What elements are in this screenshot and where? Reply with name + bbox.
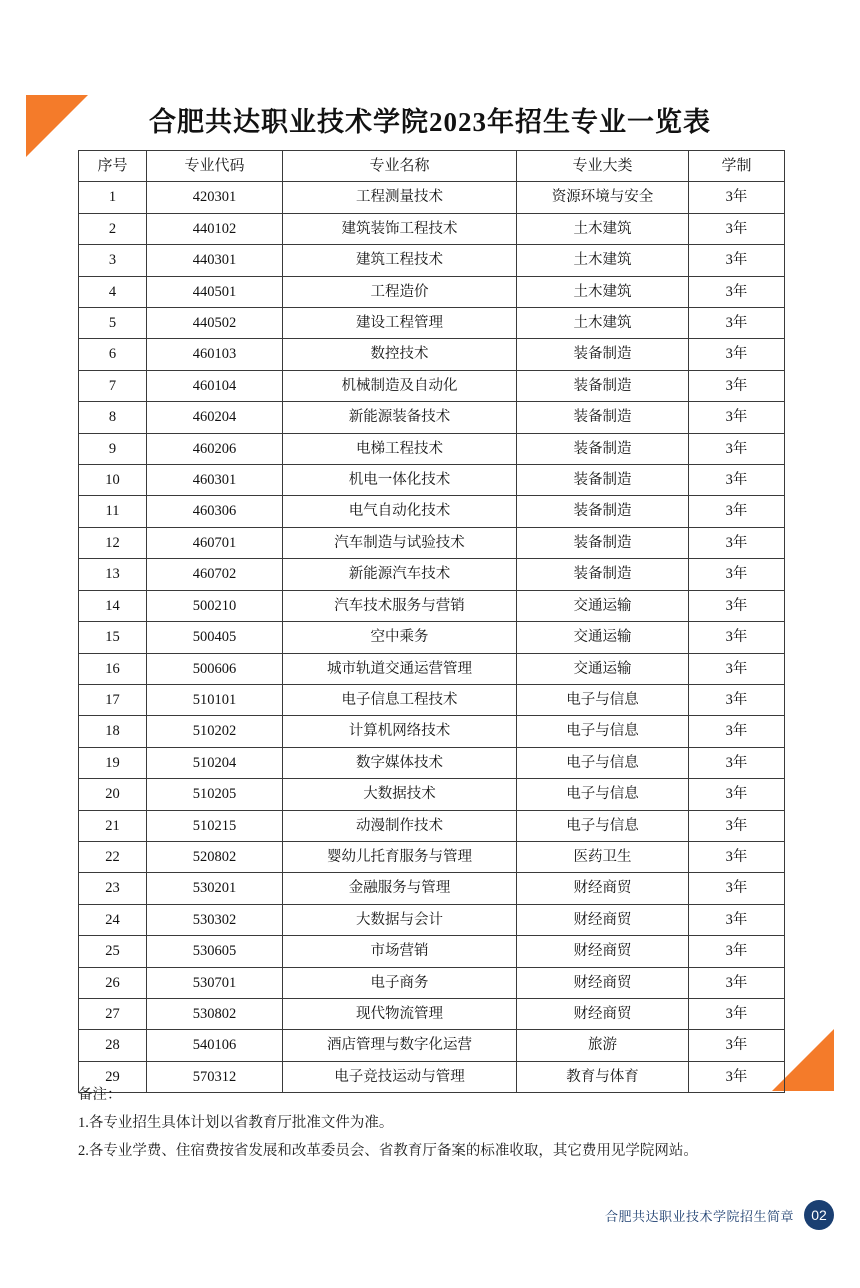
table-row [79, 936, 785, 967]
row-code: 460104 [147, 370, 283, 401]
table-row [79, 245, 785, 276]
row-category: 装备制造 [517, 370, 689, 401]
row-duration: 3年 [689, 559, 785, 590]
row-duration: 3年 [689, 1030, 785, 1061]
row-duration: 3年 [689, 622, 785, 653]
row-no: 13 [79, 559, 147, 590]
row-category: 电子与信息 [517, 684, 689, 715]
table-row [79, 433, 785, 464]
table-row [79, 779, 785, 810]
row-name: 空中乘务 [283, 622, 517, 653]
row-category: 装备制造 [517, 433, 689, 464]
row-code: 520802 [147, 841, 283, 872]
row-category: 装备制造 [517, 496, 689, 527]
row-no: 11 [79, 496, 147, 527]
row-code: 510101 [147, 684, 283, 715]
row-category: 交通运输 [517, 590, 689, 621]
row-category: 财经商贸 [517, 873, 689, 904]
row-duration: 3年 [689, 684, 785, 715]
row-no: 10 [79, 465, 147, 496]
row-no: 7 [79, 370, 147, 401]
row-code: 500405 [147, 622, 283, 653]
row-duration: 3年 [689, 182, 785, 213]
row-no: 17 [79, 684, 147, 715]
table-row [79, 465, 785, 496]
row-name: 金融服务与管理 [283, 873, 517, 904]
row-category: 电子与信息 [517, 747, 689, 778]
row-code: 510215 [147, 810, 283, 841]
row-category: 资源环境与安全 [517, 182, 689, 213]
row-code: 500606 [147, 653, 283, 684]
row-category: 土木建筑 [517, 245, 689, 276]
table-row [79, 590, 785, 621]
row-duration: 3年 [689, 1061, 785, 1092]
row-category: 装备制造 [517, 402, 689, 433]
row-name: 数字媒体技术 [283, 747, 517, 778]
row-name: 电气自动化技术 [283, 496, 517, 527]
row-duration: 3年 [689, 402, 785, 433]
table-row [79, 402, 785, 433]
row-no: 25 [79, 936, 147, 967]
table-row [79, 810, 785, 841]
row-code: 440502 [147, 308, 283, 339]
row-category: 教育与体育 [517, 1061, 689, 1092]
page-number-badge: 02 [804, 1200, 834, 1230]
row-name: 酒店管理与数字化运营 [283, 1030, 517, 1061]
row-duration: 3年 [689, 967, 785, 998]
table-row [79, 276, 785, 307]
row-duration: 3年 [689, 590, 785, 621]
row-category: 电子与信息 [517, 716, 689, 747]
row-category: 财经商贸 [517, 936, 689, 967]
table-row [79, 684, 785, 715]
row-no: 6 [79, 339, 147, 370]
row-name: 工程造价 [283, 276, 517, 307]
row-no: 18 [79, 716, 147, 747]
note-line-2: 2.各专业学费、住宿费按省发展和改革委员会、省教育厅备案的标准收取，其它费用见学院网站。 [78, 1143, 698, 1159]
row-category: 土木建筑 [517, 213, 689, 244]
table-row [79, 653, 785, 684]
row-code: 460702 [147, 559, 283, 590]
row-code: 530201 [147, 873, 283, 904]
row-name: 汽车制造与试验技术 [283, 527, 517, 558]
row-duration: 3年 [689, 936, 785, 967]
row-category: 装备制造 [517, 559, 689, 590]
row-name: 机电一体化技术 [283, 465, 517, 496]
row-code: 530802 [147, 998, 283, 1029]
table-row [79, 841, 785, 872]
table-row [79, 1030, 785, 1061]
row-no: 23 [79, 873, 147, 904]
row-name: 城市轨道交通运营管理 [283, 653, 517, 684]
table-row [79, 527, 785, 558]
table-row [79, 213, 785, 244]
row-name: 新能源装备技术 [283, 402, 517, 433]
row-no: 14 [79, 590, 147, 621]
row-name: 婴幼儿托育服务与管理 [283, 841, 517, 872]
row-category: 交通运输 [517, 622, 689, 653]
row-category: 装备制造 [517, 465, 689, 496]
row-no: 22 [79, 841, 147, 872]
table-row [79, 308, 785, 339]
row-name: 电子竞技运动与管理 [283, 1061, 517, 1092]
row-duration: 3年 [689, 213, 785, 244]
row-code: 510204 [147, 747, 283, 778]
row-duration: 3年 [689, 245, 785, 276]
note-line-1: 1.各专业招生具体计划以省教育厅批准文件为准。 [78, 1115, 394, 1131]
row-no: 9 [79, 433, 147, 464]
row-no: 27 [79, 998, 147, 1029]
row-code: 530302 [147, 904, 283, 935]
row-code: 460306 [147, 496, 283, 527]
row-no: 26 [79, 967, 147, 998]
row-category: 交通运输 [517, 653, 689, 684]
row-name: 电梯工程技术 [283, 433, 517, 464]
row-no: 4 [79, 276, 147, 307]
row-no: 15 [79, 622, 147, 653]
column-header-code: 专业代码 [147, 151, 283, 182]
row-duration: 3年 [689, 904, 785, 935]
row-no: 21 [79, 810, 147, 841]
row-no: 29 [79, 1061, 147, 1092]
table-row [79, 716, 785, 747]
row-category: 医药卫生 [517, 841, 689, 872]
row-duration: 3年 [689, 527, 785, 558]
column-header-no: 序号 [79, 151, 147, 182]
row-name: 建设工程管理 [283, 308, 517, 339]
row-category: 土木建筑 [517, 276, 689, 307]
row-name: 电子商务 [283, 967, 517, 998]
row-duration: 3年 [689, 276, 785, 307]
row-no: 3 [79, 245, 147, 276]
row-duration: 3年 [689, 873, 785, 904]
row-name: 动漫制作技术 [283, 810, 517, 841]
row-category: 装备制造 [517, 527, 689, 558]
row-name: 工程测量技术 [283, 182, 517, 213]
row-duration: 3年 [689, 716, 785, 747]
row-name: 建筑装饰工程技术 [283, 213, 517, 244]
column-header-category: 专业大类 [517, 151, 689, 182]
page-footer [605, 1200, 834, 1230]
row-duration: 3年 [689, 370, 785, 401]
row-name: 大数据与会计 [283, 904, 517, 935]
row-code: 530701 [147, 967, 283, 998]
row-name: 数控技术 [283, 339, 517, 370]
row-code: 460701 [147, 527, 283, 558]
row-category: 装备制造 [517, 339, 689, 370]
row-no: 24 [79, 904, 147, 935]
row-code: 420301 [147, 182, 283, 213]
row-name: 计算机网络技术 [283, 716, 517, 747]
row-category: 财经商贸 [517, 904, 689, 935]
row-no: 5 [79, 308, 147, 339]
row-code: 460301 [147, 465, 283, 496]
table-header-row [79, 151, 785, 182]
row-duration: 3年 [689, 779, 785, 810]
row-name: 市场营销 [283, 936, 517, 967]
table-row [79, 873, 785, 904]
page-title: 合肥共达职业技术学院2023年招生专业一览表 [149, 107, 711, 137]
row-category: 土木建筑 [517, 308, 689, 339]
row-name: 大数据技术 [283, 779, 517, 810]
row-code: 440501 [147, 276, 283, 307]
row-category: 电子与信息 [517, 779, 689, 810]
row-category: 电子与信息 [517, 810, 689, 841]
column-header-duration: 学制 [689, 151, 785, 182]
row-code: 510205 [147, 779, 283, 810]
row-code: 460206 [147, 433, 283, 464]
row-code: 530605 [147, 936, 283, 967]
table-row [79, 967, 785, 998]
row-name: 建筑工程技术 [283, 245, 517, 276]
row-category: 财经商贸 [517, 998, 689, 1029]
row-code: 460103 [147, 339, 283, 370]
row-no: 12 [79, 527, 147, 558]
row-code: 460204 [147, 402, 283, 433]
row-code: 570312 [147, 1061, 283, 1092]
table-row [79, 998, 785, 1029]
footer-text: 合肥共达职业技术学院招生简章 [604, 1208, 794, 1224]
row-name: 现代物流管理 [283, 998, 517, 1029]
row-name: 机械制造及自动化 [283, 370, 517, 401]
table-row [79, 622, 785, 653]
table-row [79, 182, 785, 213]
majors-table-body [79, 182, 785, 1093]
row-no: 16 [79, 653, 147, 684]
row-category: 旅游 [517, 1030, 689, 1061]
table-row [79, 904, 785, 935]
row-code: 510202 [147, 716, 283, 747]
table-row [79, 339, 785, 370]
row-duration: 3年 [689, 433, 785, 464]
row-duration: 3年 [689, 496, 785, 527]
row-category: 财经商贸 [517, 967, 689, 998]
row-duration: 3年 [689, 308, 785, 339]
row-duration: 3年 [689, 465, 785, 496]
row-code: 540106 [147, 1030, 283, 1061]
row-no: 8 [79, 402, 147, 433]
row-no: 20 [79, 779, 147, 810]
table-row [79, 370, 785, 401]
majors-table-container [78, 150, 784, 1093]
row-no: 2 [79, 213, 147, 244]
notes-section [78, 1082, 798, 1166]
row-code: 440301 [147, 245, 283, 276]
row-no: 1 [79, 182, 147, 213]
row-duration: 3年 [689, 747, 785, 778]
majors-table [78, 150, 785, 1093]
column-header-name: 专业名称 [283, 151, 517, 182]
row-duration: 3年 [689, 998, 785, 1029]
row-duration: 3年 [689, 653, 785, 684]
row-name: 新能源汽车技术 [283, 559, 517, 590]
row-code: 500210 [147, 590, 283, 621]
table-row [79, 496, 785, 527]
row-duration: 3年 [689, 339, 785, 370]
row-code: 440102 [147, 213, 283, 244]
table-row [79, 747, 785, 778]
row-name: 汽车技术服务与营销 [283, 590, 517, 621]
row-no: 19 [79, 747, 147, 778]
notes-heading: 备注： [78, 1087, 122, 1103]
row-duration: 3年 [689, 841, 785, 872]
row-name: 电子信息工程技术 [283, 684, 517, 715]
row-no: 28 [79, 1030, 147, 1061]
row-duration: 3年 [689, 810, 785, 841]
table-row [79, 559, 785, 590]
